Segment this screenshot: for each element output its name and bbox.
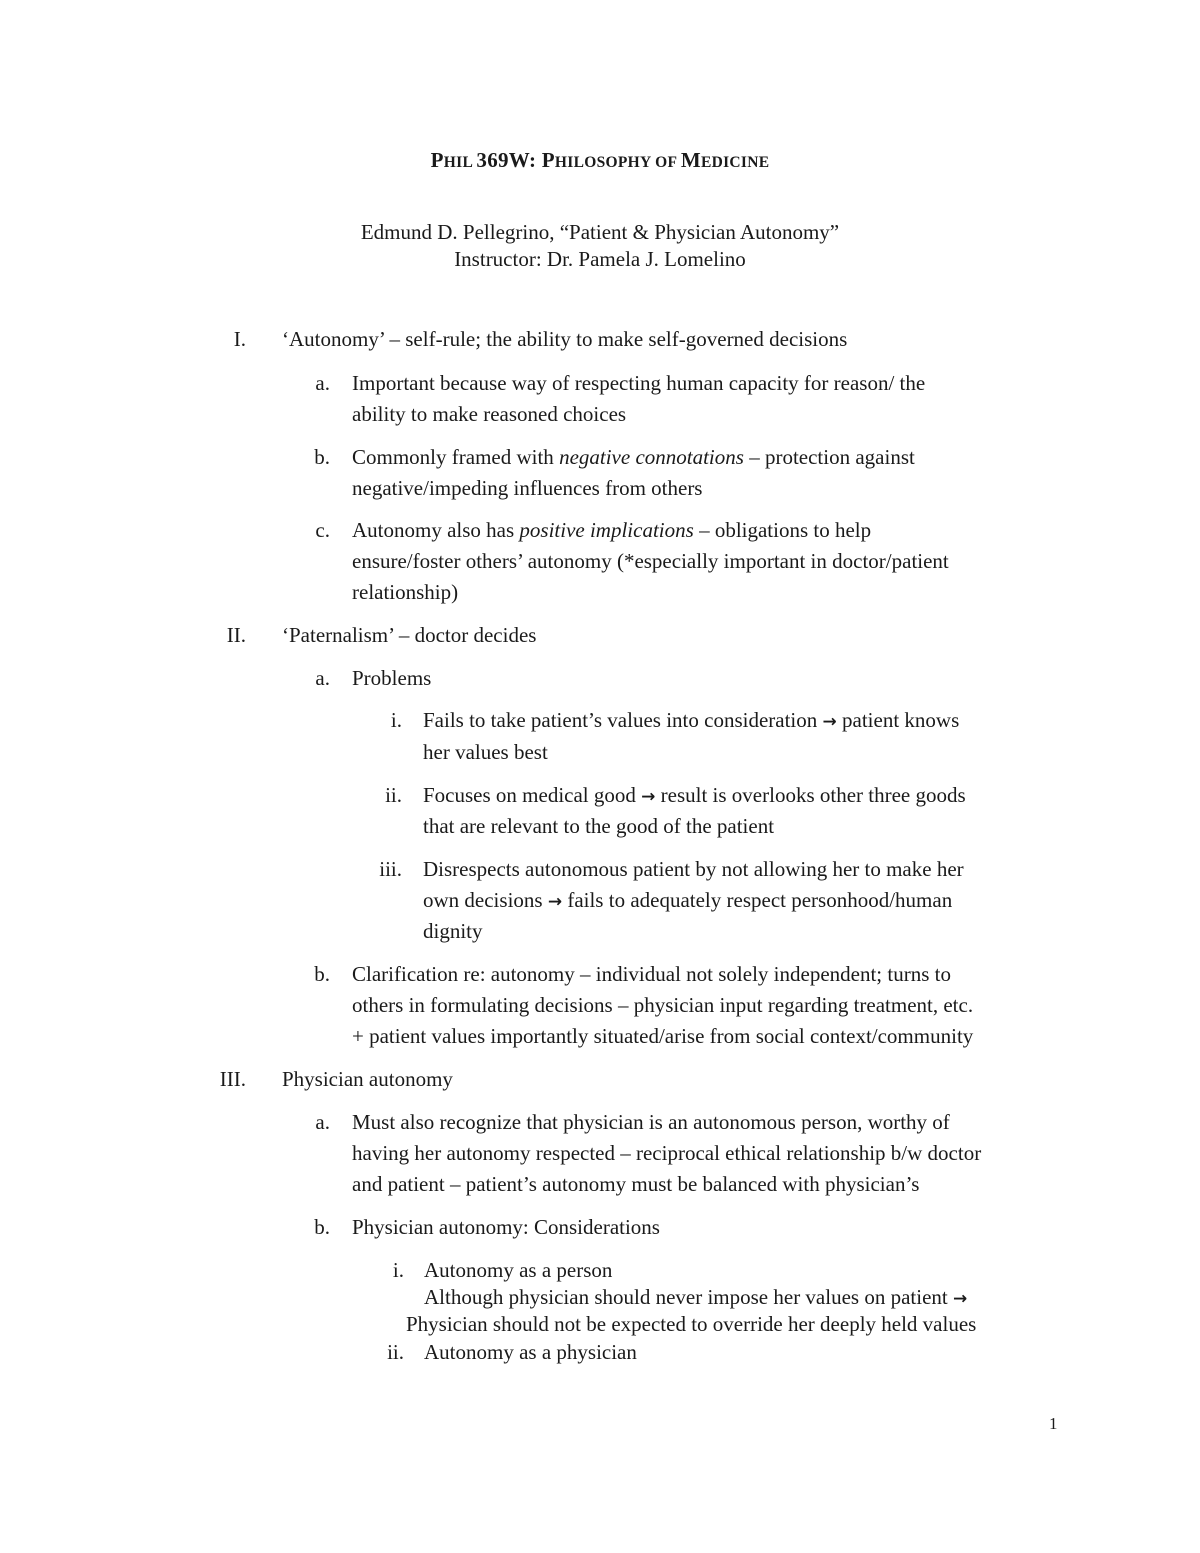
instructor-line: Instructor: Dr. Pamela J. Lomelino: [454, 247, 746, 271]
item-text-line: Must also recognize that physician is an autonomous person, worthy of: [352, 1110, 950, 1134]
section-number: II.: [226, 623, 246, 647]
subitem-text-line: dignity: [423, 919, 483, 943]
item-text-line: Clarification re: autonomy – individual not solely independent; turns to: [352, 962, 951, 986]
item-label: c.: [315, 518, 330, 542]
item-label: b.: [314, 1215, 330, 1239]
page-number: 1: [1049, 1414, 1058, 1433]
subitem-text-line: Disrespects autonomous patient by not allowing her to make her: [423, 857, 964, 881]
item-text-line: Problems: [352, 666, 432, 690]
subitem-text-line: Fails to take patient’s values into consideration → patient knows: [423, 708, 960, 732]
subitem-text-line: own decisions → fails to adequately respect personhood/human: [423, 888, 953, 912]
item-label: b.: [314, 962, 330, 986]
item-text-line: and patient – patient’s autonomy must be balanced with physician’s: [352, 1172, 920, 1196]
item-text-line: negative/impeding influences from others: [352, 476, 703, 500]
item-text-line: relationship): [352, 580, 459, 604]
item-text-line: others in formulating decisions – physician input regarding treatment, etc.: [352, 993, 974, 1017]
subitem-text-line: Although physician should never impose her values on patient →: [424, 1285, 968, 1309]
item-text-line: Autonomy also has positive implications – obligations to help: [352, 518, 872, 542]
subitem-label: iii.: [379, 857, 402, 881]
section-heading: ‘Autonomy’ – self-rule; the ability to make self-governed decisions: [282, 327, 848, 351]
item-text-line: Commonly framed with negative connotations – protection against: [352, 445, 915, 469]
subitem-label: i.: [392, 1258, 404, 1282]
item-text-line: Important because way of respecting human capacity for reason/ the: [352, 371, 926, 395]
subitem-text-line: her values best: [423, 740, 548, 764]
item-label: a.: [315, 371, 330, 395]
arrow-icon: →: [822, 712, 837, 732]
item-label: a.: [315, 1110, 330, 1134]
item-text-line: ability to make reasoned choices: [352, 402, 627, 426]
subitem-text-line: Physician should not be expected to override her deeply held values: [406, 1312, 977, 1336]
subitem-label: ii.: [387, 1340, 404, 1364]
item-text-line: Physician autonomy: Considerations: [352, 1215, 660, 1239]
item-label: b.: [314, 445, 330, 469]
subitem-label: i.: [390, 708, 402, 732]
reading-subtitle: Edmund D. Pellegrino, “Patient & Physician Autonomy”: [360, 220, 840, 244]
subitem-label: ii.: [385, 783, 402, 807]
course-title: PHIL 369W: PHILOSOPHY OF MEDICINE: [430, 148, 770, 172]
subitem-text-line: Focuses on medical good → result is overlooks other three goods: [423, 783, 966, 807]
emphasis-text: positive implications: [519, 518, 694, 542]
subitem-text-line: that are relevant to the good of the patient: [423, 814, 775, 838]
item-text-line: ensure/foster others’ autonomy (*especially important in doctor/patient: [352, 549, 949, 573]
arrow-icon: →: [952, 1289, 968, 1309]
arrow-icon: →: [641, 787, 656, 807]
section-number: III.: [219, 1067, 246, 1091]
item-label: a.: [315, 666, 330, 690]
item-text-line: having her autonomy respected – reciprocal ethical relationship b/w doctor: [352, 1141, 982, 1165]
subitem-text-line: Autonomy as a physician: [424, 1340, 637, 1364]
section-heading: ‘Paternalism’ – doctor decides: [282, 623, 537, 647]
subitem-text-line: Autonomy as a person: [424, 1258, 613, 1282]
arrow-icon: →: [547, 892, 563, 912]
section-number: I.: [233, 327, 246, 351]
item-text-line: + patient values importantly situated/arise from social context/community: [352, 1024, 974, 1048]
section-heading: Physician autonomy: [282, 1067, 453, 1091]
emphasis-text: negative connotations: [559, 445, 744, 469]
